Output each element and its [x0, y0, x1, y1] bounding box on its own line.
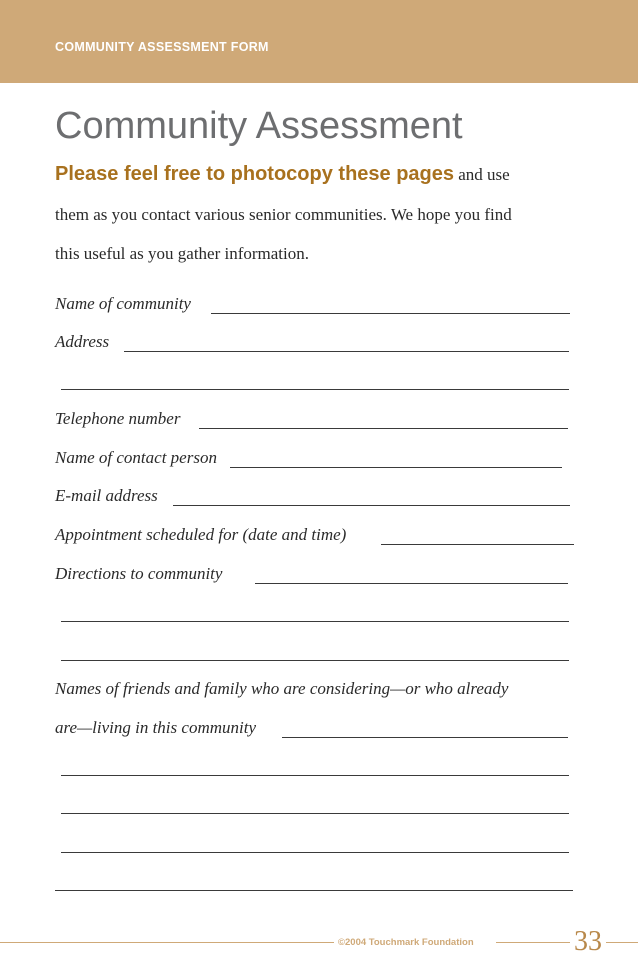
email-address-label: E-mail address: [55, 486, 158, 505]
address-label: Address: [55, 332, 110, 351]
friends-family-field-line-5[interactable]: [55, 890, 573, 891]
friends-family-field-line-3[interactable]: [61, 813, 569, 814]
directions-field[interactable]: [255, 583, 568, 584]
intro-line-3: this useful as you gather information.: [55, 244, 310, 263]
footer-rule-right: [606, 942, 638, 943]
directions-field-line-3[interactable]: [61, 660, 569, 661]
email-address-field[interactable]: [173, 505, 570, 506]
footer-rule-left: [0, 942, 334, 943]
footer-rule-middle: [496, 942, 570, 943]
friends-family-field-line-2[interactable]: [61, 775, 569, 776]
address-field[interactable]: [124, 351, 569, 352]
friends-family-field-line-4[interactable]: [61, 852, 569, 853]
intro-line-1-rest: and use: [454, 165, 510, 184]
directions-label: Directions to community: [55, 564, 223, 583]
intro-line-2: them as you contact various senior communities. We hope you find: [55, 205, 512, 224]
photocopy-highlight: Please feel free to photocopy these pages: [55, 163, 455, 185]
contact-person-field[interactable]: [230, 467, 562, 468]
contact-person-label: Name of contact person: [55, 448, 217, 467]
telephone-number-field[interactable]: [199, 428, 568, 429]
telephone-number-label: Telephone number: [55, 409, 181, 428]
header-band: [0, 0, 638, 83]
page-title: Community Assessment: [55, 105, 463, 147]
name-of-community-field[interactable]: [211, 313, 570, 314]
directions-field-line-2[interactable]: [61, 621, 569, 622]
header-label: COMMUNITY ASSESSMENT FORM: [55, 40, 269, 54]
page-number: 33: [574, 926, 602, 957]
friends-family-field[interactable]: [282, 737, 568, 738]
friends-family-label-line-1: Names of friends and family who are considering—or who already: [55, 679, 509, 698]
address-field-line-2[interactable]: [61, 389, 569, 390]
intro-line-1: [55, 163, 510, 186]
name-of-community-label: Name of community: [55, 294, 191, 313]
friends-family-label-line-2: are—living in this community: [55, 718, 256, 737]
appointment-field[interactable]: [381, 544, 574, 545]
footer-copyright: ©2004 Touchmark Foundation: [338, 937, 474, 948]
appointment-label: Appointment scheduled for (date and time): [55, 525, 347, 544]
